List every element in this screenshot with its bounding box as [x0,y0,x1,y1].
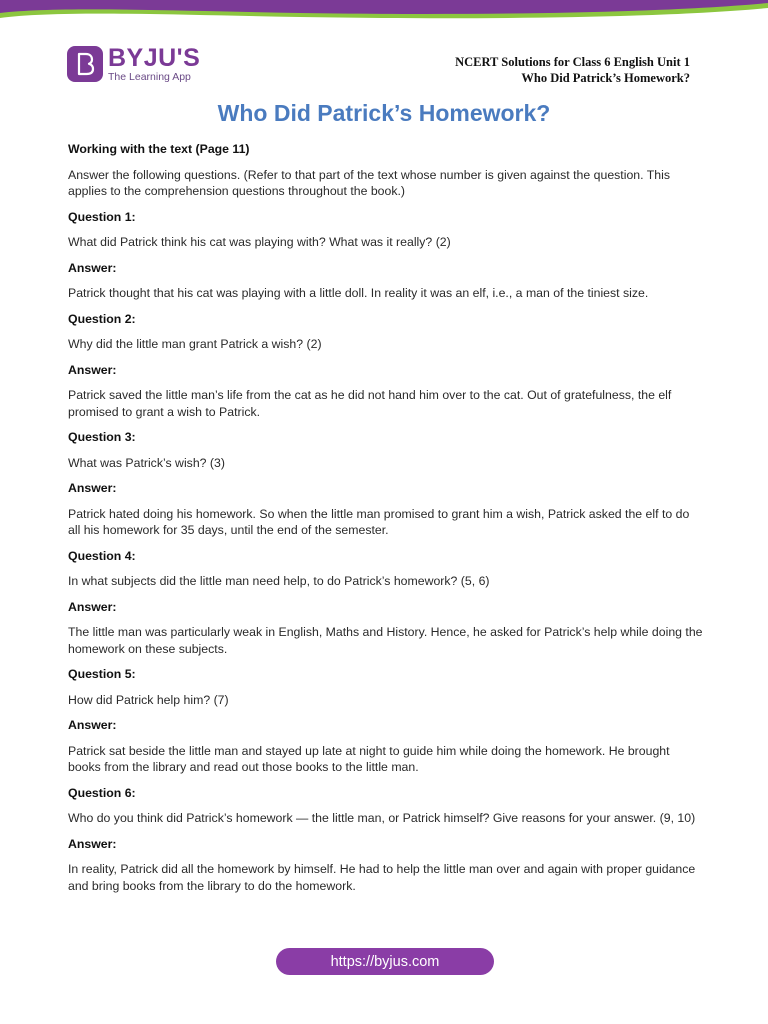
document-header [455,54,690,86]
question-label: Question 2: [68,311,136,326]
section-heading: Working with the text (Page 11) [68,142,250,156]
top-decorative-band [0,0,768,24]
question-text: How did Patrick help him? (7) [68,692,229,707]
answer-label: Answer: [68,362,117,377]
answer-label: Answer: [68,481,117,495]
question-label: Question 4: [68,548,136,563]
header-line-2: Who Did Patrick’s Homework? [521,71,690,85]
brand-name: BYJU'S [108,44,201,72]
byjus-logo-icon [67,46,103,82]
question-text: What was Patrick’s wish? (3) [68,455,225,470]
answer-text: Patrick hated doing his homework. So when the little man promised to grant him a wish, Patrick asked the elf to do all his homework for 35 days, until the end of the semester. [68,506,690,537]
answer-text: In reality, Patrick did all the homework by himself. He had to help the little man over and again with proper guidance and bring books from the library to do the homework. [68,862,696,893]
answer-text: The little man was particularly weak in English, Maths and History. Hence, he asked for Patrick’s help while doing the homework on these subjects. [68,625,703,656]
question-text: In what subjects did the little man need help, to do Patrick’s homework? (5, 6) [68,574,490,588]
question-text: Who do you think did Patrick’s homework — the little man, or Patrick himself? Give reasons for your answer. (9, 10) [68,811,696,825]
question-label: Question 5: [68,667,136,681]
answer-text: Patrick sat beside the little man and stayed up late at night to guide him while doing the homework. He brought books from the library and read out those books to the little man. [68,743,670,774]
answer-text: Patrick thought that his cat was playing with a little doll. In reality it was an elf, i.e., a man of the tiniest size. [68,286,649,300]
page-title: Who Did Patrick’s Homework? [217,100,551,126]
answer-label: Answer: [68,260,117,275]
question-label: Question 6: [68,785,136,800]
answer-label: Answer: [68,599,117,614]
website-link[interactable]: https://byjus.com [276,948,494,975]
question-label: Question 1: [68,209,136,224]
question-label: Question 3: [68,430,136,444]
brand-logo [67,46,200,83]
question-text: What did Patrick think his cat was playing with? What was it really? (2) [68,235,451,249]
intro-text: Answer the following questions. (Refer to that part of the text whose number is given against the question. This applies to the comprehension questions throughout the book.) [68,167,670,198]
answer-label: Answer: [68,718,117,732]
question-text: Why did the little man grant Patrick a wish? (2) [68,337,322,351]
answer-label: Answer: [68,836,117,851]
brand-tagline: The Learning App [108,71,191,83]
document-body [68,141,704,894]
answer-text: Patrick saved the little man’s life from the cat as he did not hand him over to the cat. Out of gratefulness, the elf promised to grant a wish to Patrick. [68,388,672,419]
header-line-1: NCERT Solutions for Class 6 English Unit 1 [455,55,690,69]
